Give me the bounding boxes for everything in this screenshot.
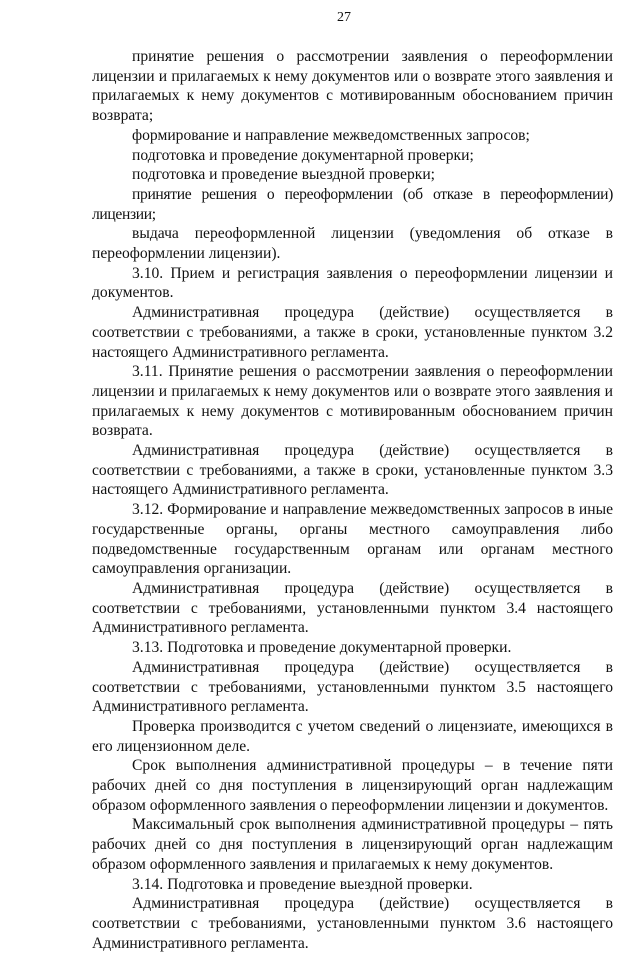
paragraph: Проверка производится с учетом сведений о лицензиате, имеющихся в его лицензионном деле. — [92, 717, 613, 755]
section-heading-3-14: 3.14. Подготовка и проведение выездной проверки. — [132, 875, 473, 893]
paragraph: Срок выполнения административной процедуры – в течение пяти рабочих дней со дня поступления в лицензирующий орган надлежащим образом оформленного заявления о переоформлении лицензии и документов. — [92, 757, 613, 814]
paragraph: Административная процедура (действие) осуществляется в соответствии с требованиями, установленными пунктом 3.4 настоящего Административного регламента. — [92, 579, 613, 637]
paragraph: Административная процедура (действие) осуществляется в соответствии с требованиями, а также в сроки, установленные пунктом 3.2 настоящего Административного регламента. — [92, 304, 613, 361]
paragraph: формирование и направление межведомственных запросов; — [132, 126, 530, 144]
paragraph: Административная процедура (действие) осуществляется в соответствии с требованиями, установленными пунктом 3.6 настоящего Административного регламента. — [92, 895, 613, 952]
paragraph: Административная процедура (действие) осуществляется в соответствии с требованиями, установленными пунктом 3.5 настоящего Административного регламента. — [92, 658, 613, 716]
section-heading-3-10: 3.10. Прием и регистрация заявления о переоформлении лицензии и документов. — [92, 264, 613, 302]
section-heading-3-12: 3.12. Формирование и направление межведомственных запросов в иные государственные органы, органы местного самоуправления либо подведомственные государственным органам или органам местного самоуправления организации. — [92, 501, 613, 578]
paragraph: подготовка и проведение выездной проверки; — [132, 166, 436, 184]
paragraph: принятие решения о рассмотрении заявления о переоформлении лицензии и прилагаемых к нему документов или о возврате этого заявления и прилагаемых к нему документов с мотивированным обоснованием причин возврата; — [92, 48, 613, 125]
paragraph: принятие решения о переоформлении (об отказе в переоформлении) лицензии; — [92, 185, 613, 223]
paragraph: подготовка и проведение документарной проверки; — [132, 146, 474, 164]
paragraph: Административная процедура (действие) осуществляется в соответствии с требованиями, а также в сроки, установленные пунктом 3.3 настоящего Административного регламента. — [92, 442, 613, 499]
section-heading-3-11: 3.11. Принятие решения о рассмотрении заявления о переоформлении лицензии и прилагаемых к нему документов или о возврате этого заявления и прилагаемых к нему документов с мотивированным обоснованием причин возврата. — [92, 363, 613, 440]
section-heading-3-13: 3.13. Подготовка и проведение документарной проверки. — [132, 639, 512, 657]
paragraph: Максимальный срок выполнения административной процедуры – пять рабочих дней со дня поступления в лицензирующий орган надлежащим образом оформленного заявления и прилагаемых к нему документов. — [92, 816, 613, 873]
page-number: 27 — [337, 10, 351, 25]
paragraph: выдача переоформленной лицензии (уведомления об отказе в переоформлении лицензии). — [92, 225, 613, 263]
document-body — [92, 47, 613, 953]
